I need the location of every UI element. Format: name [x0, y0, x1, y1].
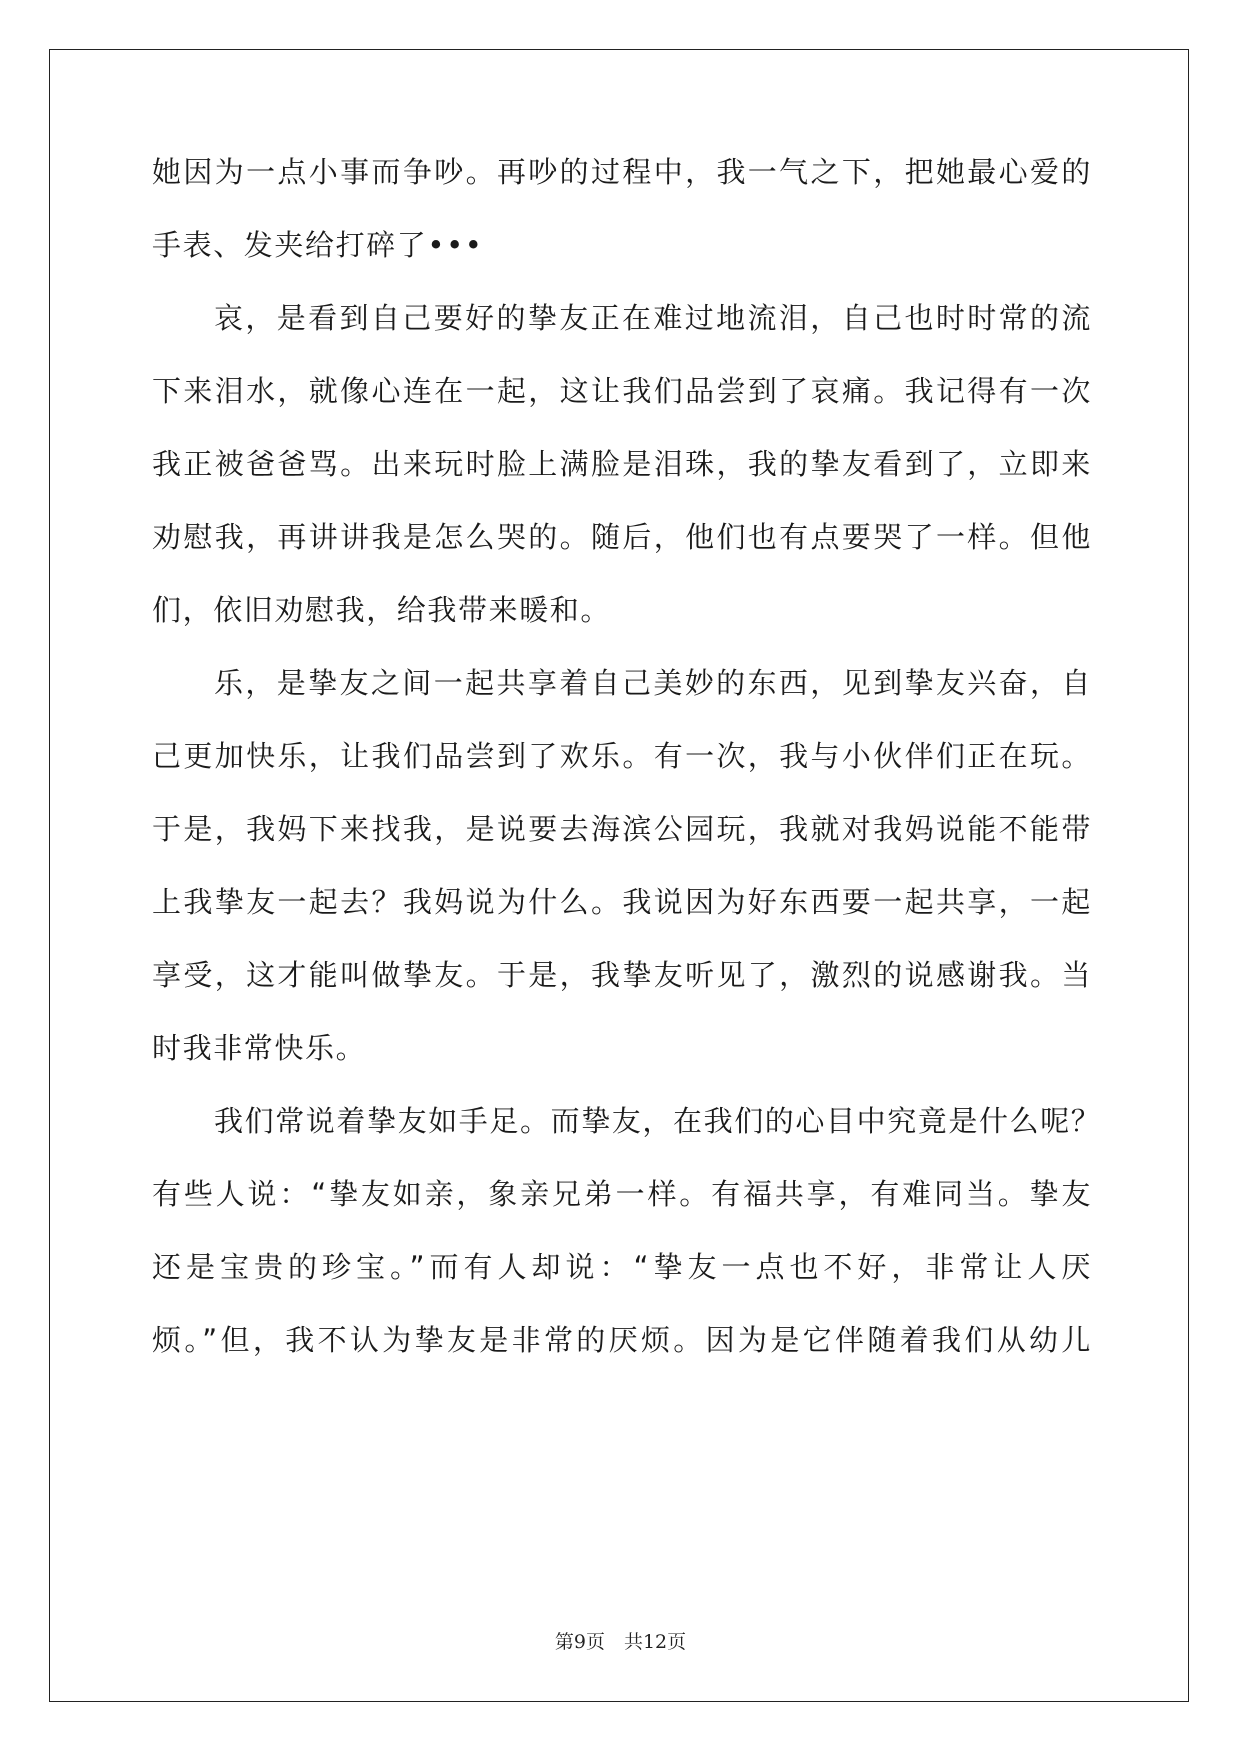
text-line: 我们常说着挚友如手足。而挚友，在我们的心目中究竟是什么呢？ [214, 1104, 1102, 1138]
text-line: 上我挚友一起去？我妈说为什么。我说因为好东西要一起共享，一起 [152, 885, 1092, 919]
text-line: 下来泪水，就像心连在一起，这让我们品尝到了哀痛。我记得有一次 [152, 374, 1092, 408]
page-number-footer: 第9页 共12页 [554, 1631, 687, 1653]
text-line: 时我非常快乐。 [152, 1031, 367, 1065]
text-line: 们，依旧劝慰我，给我带来暖和。 [152, 593, 612, 627]
text-line: 烦。”但，我不认为挚友是非常的厌烦。因为是它伴随着我们从幼儿 [152, 1323, 1092, 1357]
page-border [49, 49, 1189, 1702]
text-line: 她因为一点小事而争吵。再吵的过程中，我一气之下，把她最心爱的 [152, 155, 1092, 189]
text-line: 有些人说：“挚友如亲，象亲兄弟一样。有福共享，有难同当。挚友 [152, 1177, 1092, 1211]
text-line: 享受，这才能叫做挚友。于是，我挚友听见了，激烈的说感谢我。当 [152, 958, 1092, 992]
text-line: 己更加快乐，让我们品尝到了欢乐。有一次，我与小伙伴们正在玩。 [152, 739, 1092, 773]
text-line: 我正被爸爸骂。出来玩时脸上满脸是泪珠，我的挚友看到了，立即来 [152, 447, 1092, 481]
text-line: 哀，是看到自己要好的挚友正在难过地流泪，自己也时时常的流 [214, 301, 1092, 335]
text-line: 劝慰我，再讲讲我是怎么哭的。随后，他们也有点要哭了一样。但他 [152, 520, 1092, 554]
text-line: 还是宝贵的珍宝。”而有人却说：“挚友一点也不好，非常让人厌 [152, 1250, 1092, 1284]
text-line: 于是，我妈下来找我，是说要去海滨公园玩，我就对我妈说能不能带 [152, 812, 1092, 846]
text-line: 手表、发夹给打碎了••• [152, 228, 484, 262]
text-line: 乐，是挚友之间一起共享着自己美妙的东西，见到挚友兴奋，自 [214, 666, 1092, 700]
